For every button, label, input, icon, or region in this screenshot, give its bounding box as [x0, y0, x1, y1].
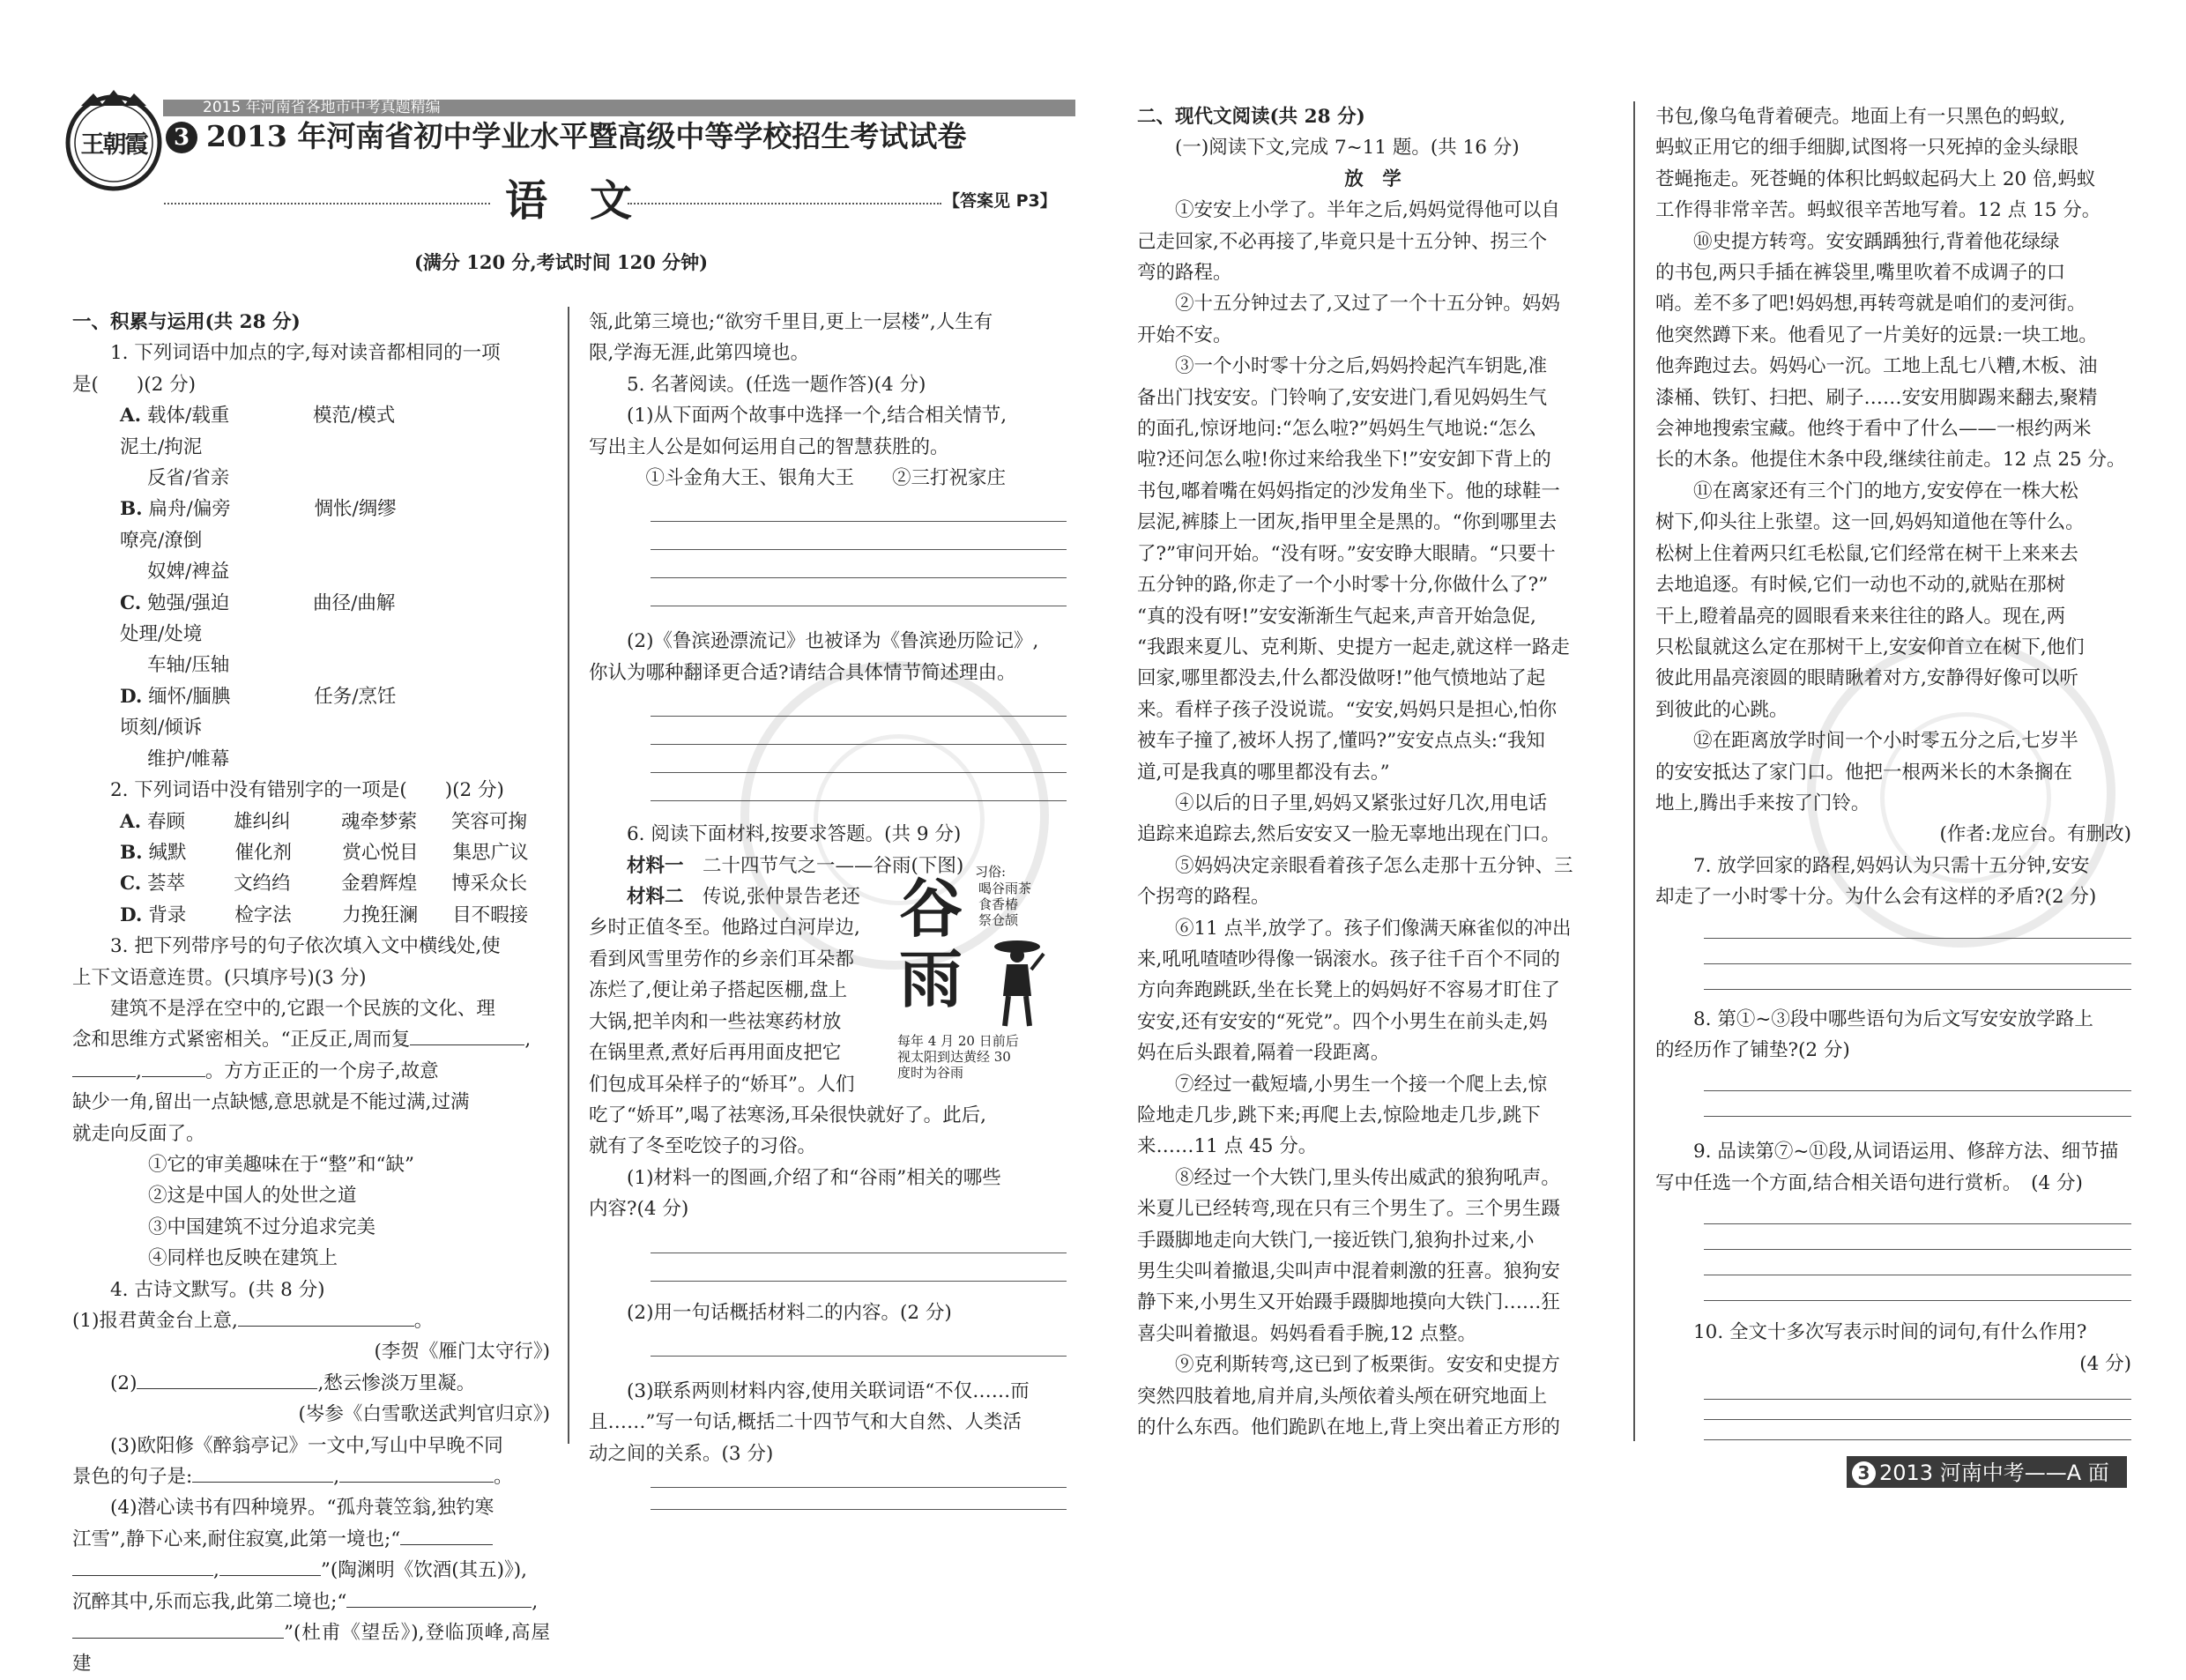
q4-continued-2: 限,学海无涯,此第四境也。: [589, 342, 810, 365]
q6-answer-area-3[interactable]: [589, 1469, 1067, 1510]
section-2-title: 二、现代文阅读(共 28 分): [1137, 106, 1365, 128]
q1-option-c-extra: 车轴/压轴: [147, 654, 230, 677]
q5-part2-b: 你认为哪种翻译更合适?请结合具体情节简述理由。: [589, 661, 1016, 684]
guyu-custom-3: 祭仓颉: [978, 912, 1019, 929]
q4-line-4: (4)潜心读书有四种境界。“孤舟蓑笠翁,独钓寒: [110, 1497, 494, 1520]
guyu-custom-title: 习俗:: [975, 864, 1007, 881]
guyu-caption-3: 度时为谷雨: [897, 1065, 964, 1082]
q6-answer-area-2[interactable]: [589, 1328, 1067, 1357]
q9-answer-area[interactable]: [1655, 1199, 2131, 1301]
q5-part2: (2)《鲁滨逊漂流记》也被译为《鲁滨逊历险记》,: [627, 630, 1039, 653]
q9-stem-b: 写中任选一个方面,结合相关语句进行赏析。 (4 分): [1655, 1171, 2083, 1194]
q2-options: [72, 807, 550, 932]
q4-line-3: (3)欧阳修《醉翁亭记》一文中,写山中早晚不同: [110, 1434, 503, 1457]
q10-answer-area[interactable]: [1655, 1379, 2131, 1440]
q2-option-b[interactable]: B. 缄默 催化剂 赏心悦目 集思广议: [120, 841, 529, 864]
column-3: [1137, 101, 1609, 1443]
q4-line-4b: 江雪”,静下心来,耐住寂寞,此第一境也;“: [72, 1524, 550, 1555]
column-divider-2: [1633, 101, 1635, 1441]
q1-option-d-extra: 维护/帷幕: [147, 747, 230, 770]
para-1: ①安安上小学了。半年之后,妈妈觉得他可以自 己走回家,不必再接了,毕竟只是十五分钟、拐三个 弯的路程。: [1137, 199, 1560, 285]
section-1-title: 一、积累与运用(共 28 分): [72, 311, 301, 333]
q4-source-1: (李贺《雁门太守行》): [374, 1341, 550, 1364]
para-9-cont-3: 苍蝇拖走。死苍蝇的体积比蚂蚁起码大上 20 倍,蚂蚁: [1655, 167, 2096, 190]
para-9-cont-2: 蚂蚁正用它的细手细脚,试图将一只死掉的金头绿眼: [1655, 137, 2078, 160]
column-4: [1655, 101, 2131, 1440]
number-badge: [166, 122, 197, 153]
q6-material-2-line-7: 们包成耳朵样子的“娇耳”。人们: [589, 1073, 855, 1096]
guyu-char-1: 谷: [899, 871, 963, 947]
q6-sub-1: (1)材料一的图画,介绍了和“谷雨”相关的哪些: [627, 1166, 1001, 1189]
q6-material-2-line-6: 在锅里煮,煮好后再用面皮把它: [589, 1042, 842, 1065]
q4-blank-2[interactable]: [137, 1371, 317, 1389]
q3-passage-3: , 。方方正正的一个房子,故意: [72, 1056, 550, 1087]
q6-material-2-line-5: 大锅,把羊肉和一些祛寒药材放: [589, 1010, 842, 1033]
q4-line-3b: 景色的句子是: , 。: [72, 1466, 513, 1489]
q5-part1-b: 写出主人公是如何运用自己的智慧获胜的。: [589, 435, 949, 458]
q4-blank-4[interactable]: [339, 1464, 494, 1483]
q7-answer-area[interactable]: [1655, 913, 2131, 990]
guyu-custom-1: 喝谷雨茶: [978, 881, 1032, 897]
para-10: ⑩史提方转弯。安安踽踽独行,背着他花绿绿 的书包,两只手插在裤袋里,嘴里吹着不成调子的口 哨。差不多了吧!妈妈想,再转弯就是咱们的麦河街。 他突然蹲下来。他看见了一片美好的远景:一块工地。 他奔跑过去。妈妈心一沉。工地上乱七八糟,木板、油 漆桶、铁钉、扫把、刷子……安安用脚踢来翻去,聚精 会神地搜索宝藏。他终于看中了什么——一根约两米 长的木条。他提住木条中段,继续往前走。12 点 25 分。: [1655, 230, 2126, 472]
q4-line-4e: 沉醉其中,乐而忘我,此第二境也;“ ,: [72, 1590, 539, 1613]
q4-blank-9[interactable]: [72, 1620, 284, 1639]
number-badge-text: 3: [173, 124, 190, 151]
q3-item-2: ②这是中国人的处世之道: [148, 1185, 357, 1208]
footer-badge: 3: [1852, 1461, 1876, 1485]
para-9-cont-1: 书包,像乌龟背着硬壳。地面上有一只黑色的蚂蚁,: [1655, 106, 2066, 128]
q2-stem: 2. 下列词语中没有错别字的一项是( )(2 分): [110, 779, 504, 802]
q3-item-3: ③中国建筑不过分追求完美: [148, 1215, 376, 1238]
q1-option-a-extra: 反省/省亲: [147, 467, 230, 490]
column-2: [589, 307, 1067, 1510]
subject-title: 语 文: [505, 176, 633, 226]
header-series-bar: [163, 100, 1075, 116]
q9-stem: 9. 品读第⑦~⑪段,从词语运用、修辞方法、细节描: [1693, 1141, 2119, 1163]
story-author: (作者:龙应台。有删改): [1939, 823, 2131, 846]
farmer-figure-icon: [985, 934, 1049, 1031]
q8-answer-area[interactable]: [1655, 1066, 2131, 1117]
footer-text: 2013 河南中考——A 面: [1879, 1461, 2109, 1485]
para-12: ⑫在距离放学时间一个小时零五分之后,七岁半 的安安抵达了家门口。他把一根两米长的木条搁在 地上,腾出手来按了门铃。: [1655, 730, 2078, 814]
q3-blank-2[interactable]: [72, 1059, 136, 1077]
para-2: ②十五分钟过去了,又过了一个十五分钟。妈妈 开始不安。: [1137, 293, 1560, 346]
guyu-illustration: [897, 857, 1067, 1084]
q6-material-2-line-1: 材料二 传说,张仲景告老还: [627, 886, 860, 909]
q4-line-4f: ”(杜甫《望岳》),登临顶峰,高屋建: [72, 1622, 550, 1676]
q3-passage-2: 念和思维方式紧密相关。“正反正,周而复 ,: [72, 1029, 532, 1052]
q6-sub-3-c: 动之间的关系。(3 分): [589, 1442, 774, 1465]
q5-choices: ①斗金角大王、银角大王 ②三打祝家庄: [645, 467, 1007, 490]
q4-blank-3[interactable]: [192, 1464, 333, 1483]
q5-answer-area-1[interactable]: [589, 494, 1067, 606]
q4-line-4c: , ”(陶渊明《饮酒(其五)》),: [72, 1555, 550, 1586]
para-4: ④以后的日子里,妈妈又紧张过好几次,用电话 追踪来追踪去,然后安安又一脸无辜地出现在门口。: [1137, 792, 1560, 846]
q8-stem-b: 的经历作了铺垫?(2 分): [1655, 1038, 1850, 1061]
guyu-char-2: 雨: [899, 941, 963, 1017]
q8-stem: 8. 第①~③段中哪些语句为后文写安安放学路上: [1693, 1007, 2093, 1030]
q6-material-2-line-9: 就有了冬至吃饺子的习俗。: [589, 1135, 817, 1158]
q6-material-2-line-4: 冻烂了,便让弟子搭起医棚,盘上: [589, 979, 848, 1002]
para-5: ⑤妈妈决定亲眼看着孩子怎么走那十五分钟、三 个拐弯的路程。: [1137, 854, 1573, 909]
reading-1-intro: (一)阅读下文,完成 7~11 题。(共 16 分): [1175, 137, 1520, 160]
q4-line-2: (2) ,愁云惨淡万里凝。: [110, 1372, 476, 1394]
q4-blank-6[interactable]: [72, 1557, 213, 1576]
q4-blank-1[interactable]: [238, 1308, 414, 1327]
q4-continued: 瓴,此第三境也;“欲穷千里目,更上一层楼”,人生有: [589, 311, 993, 333]
q7-stem-b: 却走了一小时零十分。为什么会有这样的矛盾?(2 分): [1655, 886, 2097, 909]
logo: [62, 88, 166, 192]
q4-blank-8[interactable]: [346, 1589, 532, 1608]
q4-blank-5[interactable]: [400, 1527, 493, 1545]
guyu-caption-1: 每年 4 月 20 日前后: [897, 1033, 1019, 1050]
q6-sub-3: (3)联系两则材料内容,使用关联词语“不仅……而: [627, 1379, 1030, 1402]
q6-stem: 6. 阅读下面材料,按要求答题。(共 9 分): [627, 823, 962, 846]
para-11: ⑪在离家还有三个门的地方,安安停在一株大松 树下,仰头往上张望。这一回,妈妈知道他在等什么。 松树上住着两只红毛松鼠,它们经常在树干上来来去 去地追逐。有时候,它们一动也不动的,就贴在那树 干上,瞪着晶亮的圆眼看来来往往的路人。现在,两 只松鼠就这么定在那树干上,安安仰首立在树下,他们 彼此用晶亮滚圆的眼睛瞅着对方,安静得好像可以听 到彼此的心跳。: [1655, 479, 2085, 721]
answer-ref: 【答案见 P3】: [943, 191, 1057, 211]
q6-sub-1-b: 内容?(4 分): [589, 1198, 689, 1221]
q3-passage-1: 建筑不是浮在空中的,它跟一个民族的文化、理: [110, 997, 495, 1020]
q1-option-a[interactable]: A. 载体/载重 模范/模式泥土/拘泥: [120, 405, 396, 458]
q3-passage-4: 缺少一角,留出一点缺憾,意思就是不能过满,过满: [72, 1091, 470, 1114]
q4-line-1: (1)报君黄金台上意, 。: [72, 1310, 434, 1332]
q6-material-2-line-3: 看到风雪里劳作的乡亲们耳朵都: [589, 948, 855, 970]
q6-material-2-line-8: 吃了“娇耳”,喝了祛寒汤,耳朵很快就好了。此后,: [589, 1104, 986, 1126]
q5-stem: 5. 名著阅读。(任选一题作答)(4 分): [627, 373, 926, 396]
para-8: ⑧经过一个大铁门,里头传出威武的狼狗吼声。 米夏儿已经转弯,现在只有三个男生了。三个男生蹑 手蹑脚地走向大铁门,一接近铁门,狼狗扑过来,小 男生尖叫着撤退,尖叫声中混着刺激的狂喜。狼狗安 静下来,小男生又开始蹑手蹑脚地摸向大铁门……狂 喜尖叫着撤退。妈妈看看手腕,12 点整。: [1137, 1166, 1560, 1345]
q2-option-c[interactable]: C. 荟萃 文绉绉 金碧辉煌 博采众长: [120, 873, 528, 896]
guyu-caption-2: 视太阳到达黄经 30: [897, 1049, 1011, 1066]
q3-blank-3[interactable]: [142, 1059, 205, 1077]
q1-option-c[interactable]: C. 勉强/强迫 曲径/曲解处理/处境: [120, 591, 396, 646]
q6-material-1: 材料一 二十四节气之一——谷雨(下图): [627, 854, 964, 877]
q6-sub-2: (2)用一句话概括材料二的内容。(2 分): [627, 1301, 952, 1324]
q1-stem: 1. 下列词语中加点的字,每对读音都相同的一项: [110, 342, 501, 365]
q1-options: [72, 400, 550, 775]
q1-stem-2: 是( )(2 分): [72, 373, 197, 396]
q1-option-b-extra: 奴婢/裨益: [147, 561, 230, 584]
q1-option-d[interactable]: D. 缅怀/腼腆 任务/烹饪顷刻/倾诉: [120, 685, 397, 740]
q4-stem: 4. 古诗文默写。(共 8 分): [110, 1278, 325, 1301]
logo-text: 王朝霞: [80, 131, 147, 159]
q3-item-1: ①它的审美趣味在于“整”和“缺”: [148, 1153, 414, 1176]
q3-stem: 3. 把下列带序号的句子依次填入文中横线处,使: [110, 935, 501, 958]
exam-title: 2013 年河南省初中学业水平暨高级中等学校招生考试试卷: [206, 119, 967, 153]
q5-answer-area-2[interactable]: [589, 688, 1067, 801]
para-9: ⑨克利斯转弯,这已到了板栗街。安安和史提方 突然四肢着地,肩并肩,头颅依着头颅在研究地面上 的什么东西。他们跪趴在地上,背上突出着正方形的: [1137, 1354, 1560, 1439]
para-9-cont-4: 工作得非常辛苦。蚂蚁很辛苦地写着。12 点 15 分。: [1655, 199, 2101, 222]
score-info: (满分 120 分,考试时间 120 分钟): [414, 251, 709, 273]
para-3: ③一个小时零十分之后,妈妈拎起汽车钥匙,准 备出门找安安。门铃响了,安安进门,看见妈妈生气 的面孔,惊讶地问:“怎么啦?”妈妈生气地说:“怎么 啦?还问怎么啦!你过来给我坐下!”安安卸下背上的 书包,嘟着嘴在妈妈指定的沙发角坐下。他的球鞋一 层泥,裤膝上一团灰,指甲里全是黑的。“你到哪里去 了?”审问开始。“没有呀。”安安睁大眼睛。“只要十 五分钟的路,你走了一个小时零十分,你做什么了?” “真的没有呀!”安安渐渐生气起来,声音开始急促, “我跟来夏儿、克利斯、史提方一起走,就这样一路走 回家,哪里都没去,什么都没做呀!”他气愤地站了起 来。看样子孩子没说谎。“安安,妈妈只是担心,怕你 被车子撞了,被坏人拐了,懂吗?”安安点点头:“我知 道,可是我真的哪里都没有去。”: [1137, 355, 1570, 784]
q3-stem-2: 上下文语意连贯。(只填序号)(3 分): [72, 966, 367, 989]
q10-score: (4 分): [2079, 1352, 2131, 1375]
q7-stem: 7. 放学回家的路程,妈妈认为只需十五分钟,安安: [1693, 854, 2090, 877]
column-divider-1: [568, 307, 569, 1444]
story-paragraphs: [1137, 195, 1609, 1443]
header-series: 2015 年河南省各地市中考真题精编: [203, 99, 441, 116]
column-1: [72, 307, 550, 1680]
para-7: ⑦经过一截短墙,小男生一个接一个爬上去,惊 险地走几步,跳下来;再爬上去,惊险地走几步,跳下 来……11 点 45 分。: [1137, 1073, 1548, 1158]
q1-option-b[interactable]: B. 扁舟/偏旁 惆怅/绸缪嘹亮/潦倒: [120, 498, 397, 552]
q4-blank-7[interactable]: [219, 1557, 321, 1576]
footer-label: [1847, 1456, 2127, 1488]
q6-answer-area-1[interactable]: [589, 1225, 1067, 1282]
q5-part1: (1)从下面两个故事中选择一个,结合相关情节,: [627, 405, 1007, 427]
q6-sub-3-b: 且……”写一句话,概括二十四节气和大自然、人类活: [589, 1411, 1022, 1434]
q6-material-2-line-2: 乡时正值冬至。他路过白河岸边,: [589, 917, 860, 940]
q3-blank-1[interactable]: [410, 1027, 524, 1045]
q3-item-4: ④同样也反映在建筑上: [148, 1247, 338, 1270]
story-title: 放 学: [1344, 167, 1402, 190]
para-6: ⑥11 点半,放学了。孩子们像满天麻雀似的冲出 来,吼吼喳喳吵得像一锅滚水。孩子往千百个不同的 方向奔跑跳跃,坐在长凳上的妈妈好不容易才盯住了 安安,还有安安的“死党”。四个小男生在前头走,妈 妈在后头跟着,隔着一段距离。: [1137, 917, 1572, 1065]
q10-stem: 10. 全文十多次写表示时间的词句,有什么作用?: [1693, 1321, 2087, 1344]
q3-passage-5: 就走向反面了。: [72, 1122, 205, 1145]
guyu-custom-2: 食香椿: [978, 896, 1019, 913]
q2-option-a[interactable]: A. 春顾 雄纠纠 魂牵梦萦 笑容可掬: [120, 810, 528, 833]
q2-option-d[interactable]: D. 背录 检字法 力挽狂澜 目不暇接: [120, 903, 529, 926]
q4-source-2: (岑参《白雪歌送武判官归京》): [298, 1403, 550, 1426]
